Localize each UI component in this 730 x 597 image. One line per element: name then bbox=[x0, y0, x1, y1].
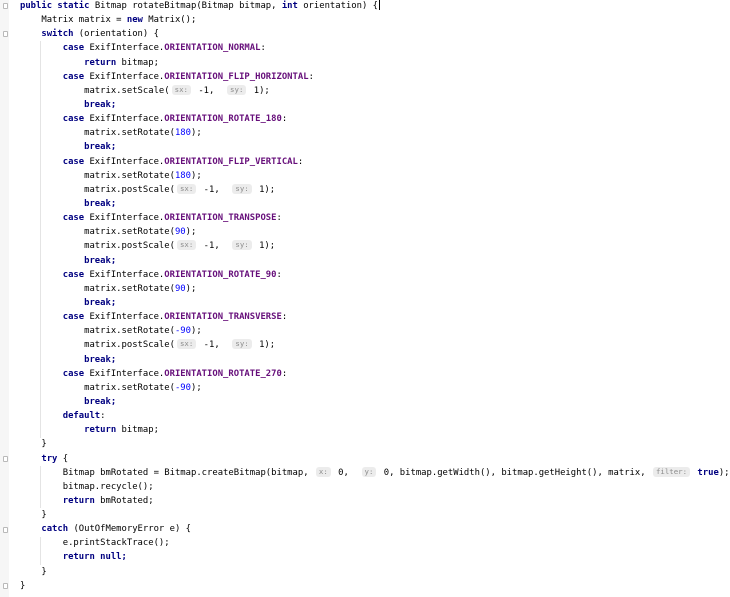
code-token: matrix.setRotate( bbox=[20, 170, 175, 181]
code-line[interactable] bbox=[20, 41, 600, 55]
code-line[interactable] bbox=[20, 353, 600, 367]
code-token: : bbox=[281, 312, 288, 323]
parameter-hint: y: bbox=[362, 467, 377, 477]
code-line[interactable] bbox=[20, 126, 600, 140]
code-line[interactable] bbox=[20, 13, 600, 27]
code-token: } bbox=[20, 566, 47, 577]
code-line[interactable] bbox=[20, 112, 600, 126]
code-token: ExifInterface. bbox=[89, 269, 165, 280]
code-line[interactable] bbox=[20, 536, 600, 550]
code-line[interactable] bbox=[20, 409, 600, 423]
code-editor[interactable] bbox=[20, 0, 730, 593]
keyword-token: case bbox=[20, 312, 90, 323]
code-line[interactable] bbox=[20, 70, 600, 84]
parameter-hint: sy: bbox=[232, 184, 251, 194]
code-token: -1, bbox=[192, 85, 226, 96]
code-token: -1, bbox=[198, 241, 231, 252]
code-line[interactable] bbox=[20, 324, 600, 338]
parameter-hint: sy: bbox=[227, 85, 246, 95]
code-token: matrix.postScale( bbox=[20, 241, 175, 252]
keyword-token: break; bbox=[20, 354, 117, 365]
code-token: : bbox=[276, 213, 282, 224]
keyword-token: int bbox=[281, 1, 304, 11]
keyword-token: return bbox=[20, 57, 122, 68]
code-line[interactable] bbox=[20, 480, 600, 494]
code-token: 0, bitmap.getWidth(), bitmap.getHeight(), matrix, bbox=[378, 467, 651, 478]
code-token: matrix.setScale( bbox=[20, 85, 170, 96]
code-line[interactable] bbox=[20, 395, 600, 409]
code-token: } bbox=[20, 580, 26, 591]
code-line[interactable] bbox=[20, 423, 600, 437]
code-line[interactable] bbox=[20, 282, 600, 296]
code-token: : bbox=[100, 411, 106, 422]
code-token: ); bbox=[190, 382, 202, 393]
code-token: matrix.postScale( bbox=[20, 184, 175, 195]
code-token: Bitmap rotateBitmap(Bitmap bitmap, bbox=[94, 1, 282, 11]
code-token: e.printStackTrace(); bbox=[20, 538, 170, 549]
number-token: 180 bbox=[174, 128, 191, 139]
code-token: (orientation) { bbox=[78, 29, 159, 40]
code-line[interactable] bbox=[20, 310, 600, 324]
code-token: bitmap.recycle(); bbox=[20, 481, 154, 492]
code-line[interactable] bbox=[20, 550, 600, 564]
code-token: Bitmap bmRotated = Bitmap.createBitmap(bitmap, bbox=[20, 467, 314, 478]
code-line[interactable] bbox=[20, 452, 600, 466]
code-line[interactable] bbox=[20, 565, 600, 579]
fold-marker-icon[interactable] bbox=[3, 31, 8, 37]
code-token: 1); bbox=[248, 85, 270, 96]
code-token: matrix.setRotate( bbox=[20, 283, 175, 294]
code-token: : bbox=[281, 368, 288, 379]
code-token: : bbox=[260, 43, 266, 54]
code-token: : bbox=[276, 269, 282, 280]
constant-token: ORIENTATION_ROTATE_90 bbox=[164, 269, 277, 280]
code-token: } bbox=[20, 439, 47, 450]
constant-token: ORIENTATION_TRANSVERSE bbox=[164, 312, 282, 323]
fold-marker-icon[interactable] bbox=[3, 583, 8, 589]
keyword-token: break; bbox=[20, 297, 117, 308]
constant-token: ORIENTATION_FLIP_VERTICAL bbox=[164, 156, 298, 167]
code-token: bitmap; bbox=[121, 57, 159, 68]
fold-marker-icon[interactable] bbox=[3, 527, 8, 533]
code-token: : bbox=[297, 156, 304, 167]
keyword-token: break; bbox=[20, 142, 117, 153]
keyword-token: case bbox=[20, 114, 90, 125]
keyword-token: return null; bbox=[20, 552, 127, 563]
constant-token: ORIENTATION_ROTATE_270 bbox=[164, 368, 282, 379]
number-token: -90 bbox=[174, 326, 191, 337]
keyword-token: case bbox=[20, 156, 90, 167]
keyword-token: break; bbox=[20, 198, 117, 209]
keyword-token: return bbox=[20, 425, 122, 436]
code-token: -1, bbox=[198, 184, 231, 195]
code-line[interactable] bbox=[20, 268, 600, 282]
code-line[interactable] bbox=[20, 508, 600, 522]
number-token: -90 bbox=[174, 382, 191, 393]
code-token: (OutOfMemoryError e) { bbox=[73, 524, 191, 535]
code-token: orientation) { bbox=[303, 1, 379, 11]
keyword-token: case bbox=[20, 71, 90, 82]
code-line[interactable] bbox=[20, 579, 600, 593]
code-token: ExifInterface. bbox=[89, 43, 165, 54]
code-token: : bbox=[308, 71, 314, 82]
constant-token: ORIENTATION_FLIP_HORIZONTAL bbox=[164, 71, 309, 82]
code-line[interactable] bbox=[20, 27, 600, 41]
keyword-token: break; bbox=[20, 99, 117, 110]
code-token: ExifInterface. bbox=[89, 312, 165, 323]
code-token: ); bbox=[190, 128, 202, 139]
code-token: Matrix matrix = bbox=[20, 15, 127, 26]
constant-token: ORIENTATION_ROTATE_180 bbox=[164, 114, 282, 125]
code-line[interactable] bbox=[20, 338, 600, 352]
parameter-hint: sx: bbox=[177, 240, 196, 250]
keyword-token: true bbox=[692, 467, 719, 478]
keyword-token: switch bbox=[20, 29, 79, 40]
code-line[interactable] bbox=[20, 84, 600, 98]
code-token: bitmap; bbox=[121, 425, 159, 436]
code-line[interactable] bbox=[20, 155, 600, 169]
parameter-hint: sx: bbox=[177, 184, 196, 194]
code-token: ); bbox=[718, 467, 730, 478]
keyword-token: case bbox=[20, 213, 90, 224]
keyword-token: case bbox=[20, 43, 90, 54]
code-token: ExifInterface. bbox=[89, 156, 165, 167]
fold-marker-icon[interactable] bbox=[3, 456, 8, 462]
code-line[interactable] bbox=[20, 169, 600, 183]
code-line[interactable] bbox=[20, 367, 600, 381]
code-line[interactable] bbox=[20, 140, 600, 154]
code-line[interactable] bbox=[20, 197, 600, 211]
keyword-token: break; bbox=[20, 255, 117, 266]
code-token: ExifInterface. bbox=[89, 71, 165, 82]
keyword-token: public static bbox=[20, 1, 95, 11]
keyword-token: break; bbox=[20, 396, 117, 407]
code-token: { bbox=[62, 453, 69, 464]
code-line[interactable] bbox=[20, 494, 600, 508]
code-line[interactable] bbox=[20, 296, 600, 310]
code-token: ); bbox=[190, 170, 202, 181]
parameter-hint: sy: bbox=[232, 339, 251, 349]
code-token: ExifInterface. bbox=[89, 368, 165, 379]
code-line[interactable] bbox=[20, 437, 600, 451]
code-token: matrix.setRotate( bbox=[20, 128, 175, 139]
number-token: 90 bbox=[174, 283, 186, 294]
keyword-token: catch bbox=[20, 524, 74, 535]
parameter-hint: filter: bbox=[653, 467, 690, 477]
constant-token: ORIENTATION_NORMAL bbox=[164, 43, 261, 54]
keyword-token: return bbox=[20, 495, 101, 506]
keyword-token: case bbox=[20, 368, 90, 379]
number-token: 90 bbox=[174, 227, 186, 238]
code-line[interactable] bbox=[20, 254, 600, 268]
keyword-token: try bbox=[20, 453, 63, 464]
code-token: ExifInterface. bbox=[89, 114, 165, 125]
code-token: Matrix(); bbox=[148, 15, 197, 26]
parameter-hint: x: bbox=[316, 467, 331, 477]
code-line[interactable] bbox=[20, 98, 600, 112]
code-token: ); bbox=[190, 326, 202, 337]
code-token: matrix.setRotate( bbox=[20, 382, 175, 393]
code-token: ); bbox=[185, 227, 197, 238]
code-token: 1); bbox=[253, 184, 276, 195]
text-caret bbox=[379, 0, 380, 10]
code-line[interactable] bbox=[20, 183, 600, 197]
code-token: matrix.postScale( bbox=[20, 340, 175, 351]
code-token: matrix.setRotate( bbox=[20, 326, 175, 337]
code-line[interactable] bbox=[20, 522, 600, 536]
parameter-hint: sx: bbox=[177, 339, 196, 349]
number-token: 180 bbox=[174, 170, 191, 181]
code-line[interactable] bbox=[20, 381, 600, 395]
code-token: : bbox=[281, 114, 288, 125]
parameter-hint: sy: bbox=[232, 240, 251, 250]
code-line[interactable] bbox=[20, 0, 600, 13]
fold-marker-icon[interactable] bbox=[3, 3, 8, 9]
keyword-token: case bbox=[20, 269, 90, 280]
code-line[interactable] bbox=[20, 211, 600, 225]
keyword-token: new bbox=[126, 15, 149, 26]
code-token: matrix.setRotate( bbox=[20, 227, 175, 238]
code-token: 1); bbox=[253, 241, 276, 252]
code-line[interactable] bbox=[20, 466, 730, 480]
code-line[interactable] bbox=[20, 56, 600, 70]
code-token: bmRotated; bbox=[100, 495, 154, 506]
parameter-hint: sx: bbox=[172, 85, 191, 95]
code-token: -1, bbox=[198, 340, 231, 351]
code-token: } bbox=[20, 510, 47, 521]
editor-gutter bbox=[0, 0, 9, 597]
code-line[interactable] bbox=[20, 239, 600, 253]
code-token: ); bbox=[185, 283, 197, 294]
code-token: ExifInterface. bbox=[89, 213, 165, 224]
code-line[interactable] bbox=[20, 225, 600, 239]
constant-token: ORIENTATION_TRANSPOSE bbox=[164, 213, 277, 224]
code-token: 0, bbox=[332, 467, 360, 478]
keyword-token: default bbox=[20, 411, 101, 422]
code-token: 1); bbox=[253, 340, 276, 351]
